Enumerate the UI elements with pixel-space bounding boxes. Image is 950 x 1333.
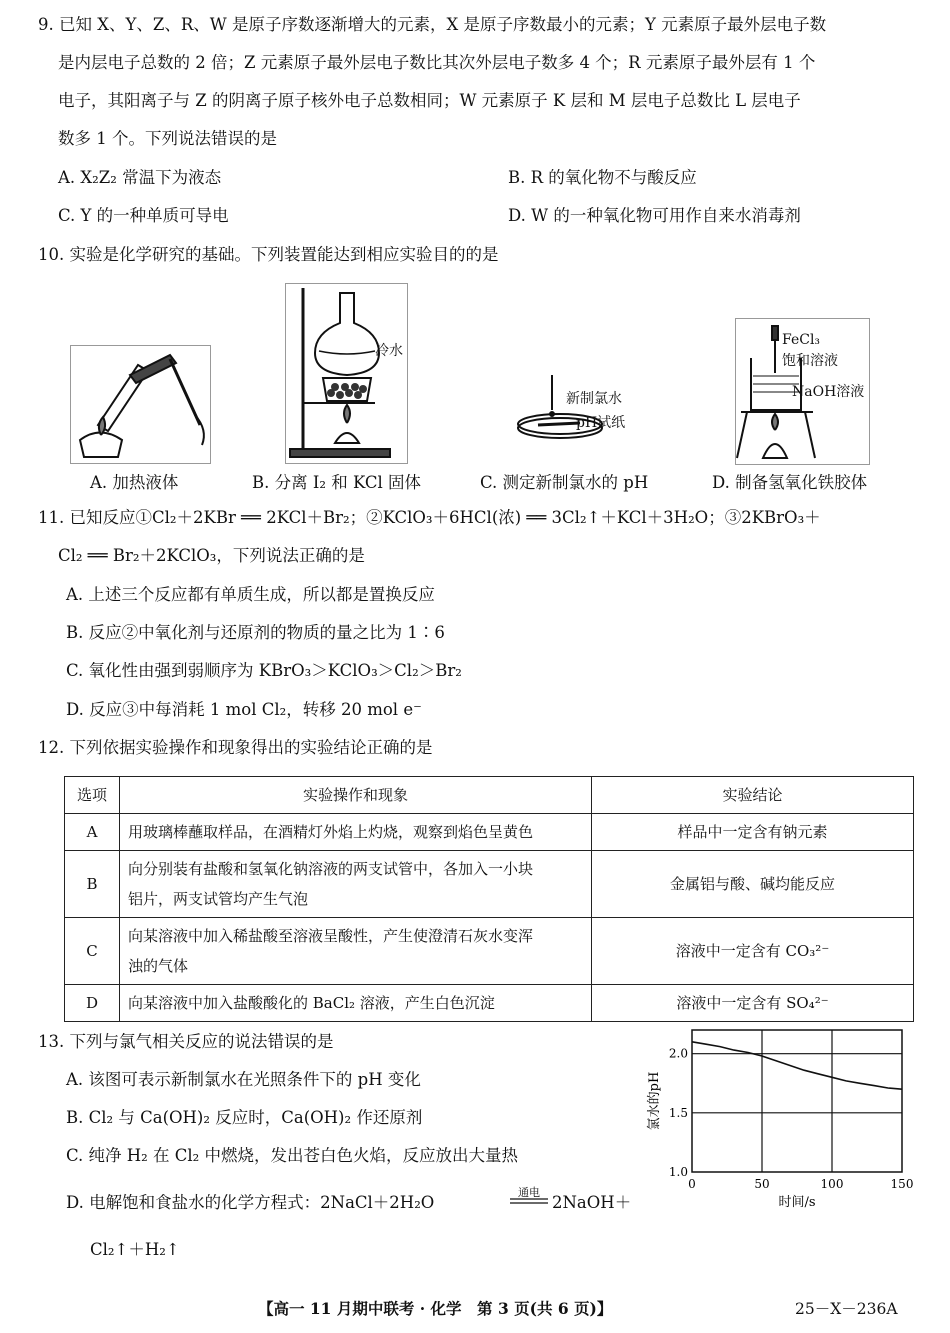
tripod-leg-right (805, 412, 815, 458)
q9-option-d: D. W 的一种氧化物可用作自来水消毒剂 (508, 206, 801, 225)
ph-chart (640, 1020, 925, 1210)
row-b-option: B (65, 851, 120, 918)
equals-sign (508, 1197, 550, 1205)
stand-base (290, 449, 390, 457)
plot-frame (692, 1030, 902, 1172)
q10-caption-d: D. 制备氢氧化铁胶体 (712, 473, 868, 492)
table-row (65, 918, 914, 985)
x-tick-label: 150 (890, 1177, 914, 1191)
row-c-operation-l1: 向某溶液中加入稀盐酸至溶液呈酸性，产生使澄清石灰水变浑 (128, 927, 534, 945)
row-a-operation: 用玻璃棒蘸取样品，在酒精灯外焰上灼烧，观察到焰色呈黄色 (120, 814, 592, 851)
header-conclusion: 实验结论 (592, 777, 914, 814)
table-header-row (65, 777, 914, 814)
round-flask (315, 293, 379, 375)
tripod-leg-left (737, 412, 747, 458)
solid-particles (327, 383, 367, 399)
header-operation: 实验操作和现象 (120, 777, 592, 814)
row-b-operation-l1: 向分别装有盐酸和氢氧化钠溶液的两支试管中，各加入一小块 (128, 860, 534, 878)
q12-table (64, 776, 914, 1022)
q13-option-b: B. Cl₂ 与 Ca(OH)₂ 反应时，Ca(OH)₂ 作还原剂 (66, 1108, 423, 1127)
q9-option-b: B. R 的氧化物不与酸反应 (508, 168, 697, 187)
row-d-option: D (65, 985, 120, 1022)
q9-option-c: C. Y 的一种单质可导电 (58, 206, 229, 225)
row-c-operation (120, 918, 592, 985)
y-tick-label: 2.0 (668, 1046, 688, 1061)
row-b-conclusion: 金属铝与酸、碱均能反应 (592, 851, 914, 918)
q9-line2: 是内层电子总数的 2 倍；Z 元素原子最外层电子数比其次外层电子数多 4 个；R 元素原子最外层有 1 个 (58, 53, 816, 72)
q13-option-c: C. 纯净 H₂ 在 Cl₂ 中燃烧，发出苍白色火焰，反应放出大量热 (66, 1146, 519, 1165)
table-row (65, 814, 914, 851)
label-fecl3: FeCl₃ (782, 332, 821, 348)
q11-line2: Cl₂ ══ Br₂＋2KClO₃，下列说法正确的是 (58, 546, 365, 565)
lamp (335, 433, 359, 443)
q11-line1: 11. 已知反应①Cl₂＋2KBr ══ 2KCl＋Br₂；②KClO₃＋6HCl(浓) ══ 3Cl₂↑＋KCl＋3H₂O；③2KBrO₃＋ (38, 508, 821, 527)
row-a-conclusion: 样品中一定含有钠元素 (592, 814, 914, 851)
footer-center: 【高一 11 月期中联考 · 化学 第 3 页(共 6 页)】 (258, 1299, 613, 1318)
figure-separation (285, 283, 409, 465)
q11-option-b: B. 反应②中氧化剂与还原剂的物质的量之比为 1∶6 (66, 623, 445, 642)
header-option: 选项 (65, 777, 120, 814)
y-tick-label: 1.0 (668, 1165, 688, 1179)
test-tube-holder (130, 355, 176, 383)
ph-paper (538, 423, 580, 425)
y-tick-label: 1.5 (668, 1105, 688, 1120)
label-naoh: NaOH溶液 (792, 384, 865, 400)
footer-code: 25－X－236A (795, 1300, 898, 1318)
ph-series-line (692, 1042, 902, 1089)
q13-option-d-part1: D. 电解饱和食盐水的化学方程式：2NaCl＋2H₂O (66, 1193, 435, 1212)
label-ph-paper: pH试纸 (576, 415, 626, 431)
q13-stem: 13. 下列与氯气相关反应的说法错误的是 (38, 1032, 334, 1051)
dropper-bulb (772, 326, 778, 340)
q13-option-a: A. 该图可表示新制氯水在光照条件下的 pH 变化 (66, 1070, 421, 1089)
q11-option-d: D. 反应③中每消耗 1 mol Cl₂，转移 20 mol e⁻ (66, 700, 422, 719)
q10-caption-b: B. 分离 I₂ 和 KCl 固体 (252, 473, 422, 492)
x-axis-label: 时间/s (778, 1195, 816, 1210)
row-b-operation (120, 851, 592, 918)
row-b-operation-l2: 铝片，两支试管均产生气泡 (128, 890, 309, 908)
alcohol-lamp (80, 433, 122, 458)
flame-d (772, 414, 778, 430)
label-saturated: 饱和溶液 (782, 353, 838, 369)
q9-line1: 9. 已知 X、Y、Z、R、W 是原子序数逐渐增大的元素，X 是原子序数最小的元素；Y 元素原子最外层电子数 (38, 15, 827, 34)
q9-option-a: A. X₂Z₂ 常温下为液态 (58, 168, 222, 187)
q13-option-d-part3: Cl₂↑＋H₂↑ (90, 1240, 180, 1259)
q11-option-c: C. 氧化性由强到弱顺序为 KBrO₃＞KClO₃＞Cl₂＞Br₂ (66, 661, 462, 680)
table-row (65, 851, 914, 918)
q11-option-a: A. 上述三个反应都有单质生成，所以都是置换反应 (66, 585, 435, 604)
q13-option-d-part2: 2NaOH＋ (552, 1193, 632, 1212)
figure-ph-test (510, 370, 660, 450)
q10-caption-c: C. 测定新制氯水的 pH (480, 473, 649, 492)
x-tick-label: 50 (754, 1177, 770, 1191)
q10-caption-a: A. 加热液体 (90, 473, 179, 492)
lamp-d (763, 444, 787, 458)
cold-water-level (319, 351, 375, 354)
lamp-flame (344, 405, 350, 423)
table-row (65, 985, 914, 1022)
x-tick-label: 100 (820, 1177, 844, 1191)
label-cold-water: 冷水 (375, 343, 403, 359)
row-c-option: C (65, 918, 120, 985)
row-d-conclusion: 溶液中一定含有 SO₄²⁻ (592, 985, 914, 1022)
row-c-operation-l2: 浊的气体 (128, 957, 189, 975)
q13-condition: 通电 (518, 1186, 540, 1199)
q9-line3: 电子，其阳离子与 Z 的阴离子原子核外电子总数相同；W 元素原子 K 层和 M 层电子总数比 L 层电子 (58, 91, 801, 110)
row-c-conclusion: 溶液中一定含有 CO₃²⁻ (592, 918, 914, 985)
y-axis-label: 氯水的pH (647, 1071, 662, 1131)
q10-stem: 10. 实验是化学研究的基础。下列装置能达到相应实验目的的是 (38, 245, 499, 264)
row-d-operation: 向某溶液中加入盐酸酸化的 BaCl₂ 溶液，产生白色沉淀 (120, 985, 592, 1022)
row-a-option: A (65, 814, 120, 851)
label-chlorine-water: 新制氯水 (566, 391, 622, 407)
q12-stem: 12. 下列依据实验操作和现象得出的实验结论正确的是 (38, 738, 433, 757)
figure-heating-liquid (70, 345, 215, 465)
q9-line4: 数多 1 个。下列说法错误的是 (58, 129, 277, 148)
x-tick-label: 0 (688, 1177, 696, 1191)
